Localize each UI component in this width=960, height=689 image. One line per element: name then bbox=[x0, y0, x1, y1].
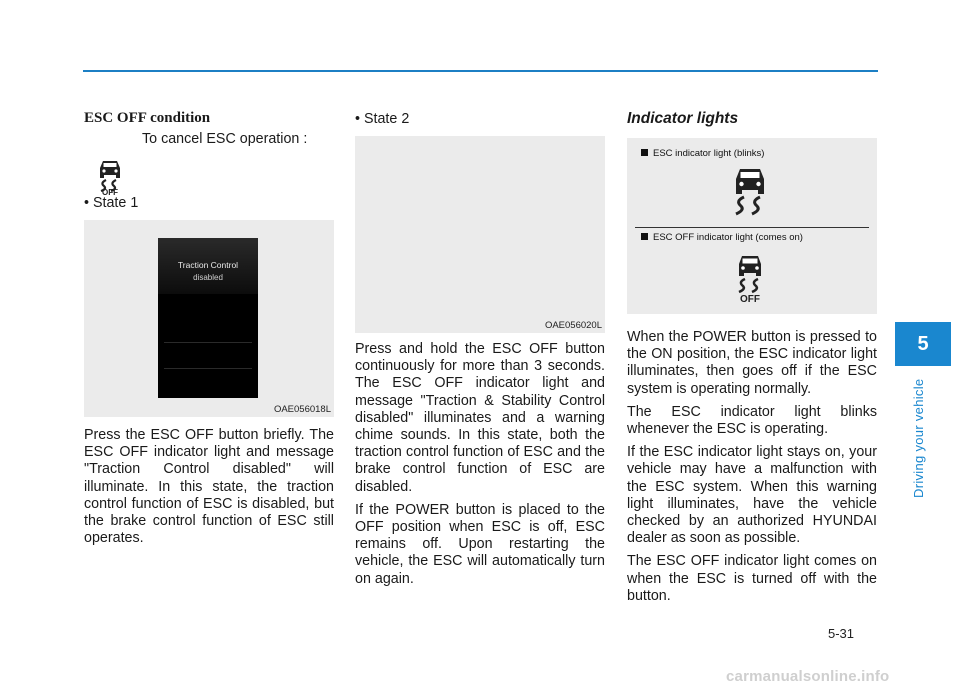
state-2-figure bbox=[355, 136, 605, 333]
state-1-label: • State 1 bbox=[84, 195, 139, 211]
figure-code: OAE056020L bbox=[544, 320, 602, 331]
indicator-figure bbox=[627, 138, 877, 314]
esc-off-icon bbox=[94, 158, 126, 196]
paragraph: The ESC OFF indicator light comes on when the ESC is turned off with the button. bbox=[627, 553, 877, 604]
page-number: 5-31 bbox=[828, 626, 855, 641]
cancel-instruction: To cancel ESC operation : bbox=[142, 131, 308, 147]
indicator-label-esc-off: ESC OFF indicator light (comes on) bbox=[641, 232, 803, 243]
esc-off-icon bbox=[732, 253, 768, 303]
column-esc-off-condition bbox=[84, 108, 334, 553]
display-message-line1: Traction Control bbox=[177, 260, 239, 270]
body-text bbox=[84, 427, 334, 547]
esc-icon bbox=[728, 166, 772, 218]
state-2-label: • State 2 bbox=[355, 111, 410, 127]
cluster-display bbox=[158, 238, 258, 398]
watermark: carmanualsonline.info bbox=[726, 668, 890, 685]
body-text bbox=[627, 329, 877, 605]
indicator-label-esc: ESC indicator light (blinks) bbox=[641, 148, 764, 159]
off-text: OFF bbox=[102, 188, 118, 196]
paragraph: The ESC indicator light blinks whenever the ESC is operating. bbox=[627, 403, 877, 438]
paragraph: When the POWER button is pressed to the ON position, the ESC indicator light illuminates, then goes off if the ESC system is operating normally. bbox=[627, 329, 877, 397]
paragraph: If the ESC indicator light stays on, your vehicle may have a malfunction with the ESC system. When this warning light illuminates, have the vehicle checked by an authorized HYUNDAI dealer as soon as possible. bbox=[627, 444, 877, 547]
state-1-figure bbox=[84, 220, 334, 417]
cancel-row bbox=[84, 130, 334, 194]
figure-code: OAE056018L bbox=[273, 404, 331, 415]
paragraph: Press the ESC OFF button briefly. The ESC OFF indicator light and message "Traction Control disabled" will illuminate. In this state, the traction control function of ESC is disabled, but the brake control function of ESC still operates. bbox=[84, 427, 334, 547]
header-rule bbox=[83, 70, 878, 72]
chapter-number-tab: 5 bbox=[895, 322, 951, 366]
section-title: ESC OFF condition bbox=[84, 110, 211, 126]
column-state-2 bbox=[355, 108, 605, 594]
off-text: OFF bbox=[740, 294, 760, 303]
paragraph: If the POWER button is placed to the OFF position when ESC is off, ESC remains off. Upon restarting the vehicle, the ESC will automatically turn on again. bbox=[355, 501, 605, 587]
chapter-title: Driving your vehicle bbox=[911, 378, 926, 498]
column-indicator-lights bbox=[627, 108, 877, 611]
section-title: Indicator lights bbox=[627, 110, 739, 127]
body-text bbox=[355, 341, 605, 588]
display-message-line2: disabled bbox=[193, 273, 223, 282]
paragraph: Press and hold the ESC OFF button continuously for more than 3 seconds. The ESC OFF indicator light and message "Traction & Stability Control disabled" illuminates and a warning chime sounds. In this state, both the traction control function of ESC and the brake control function of ESC are disabled. bbox=[355, 341, 605, 495]
